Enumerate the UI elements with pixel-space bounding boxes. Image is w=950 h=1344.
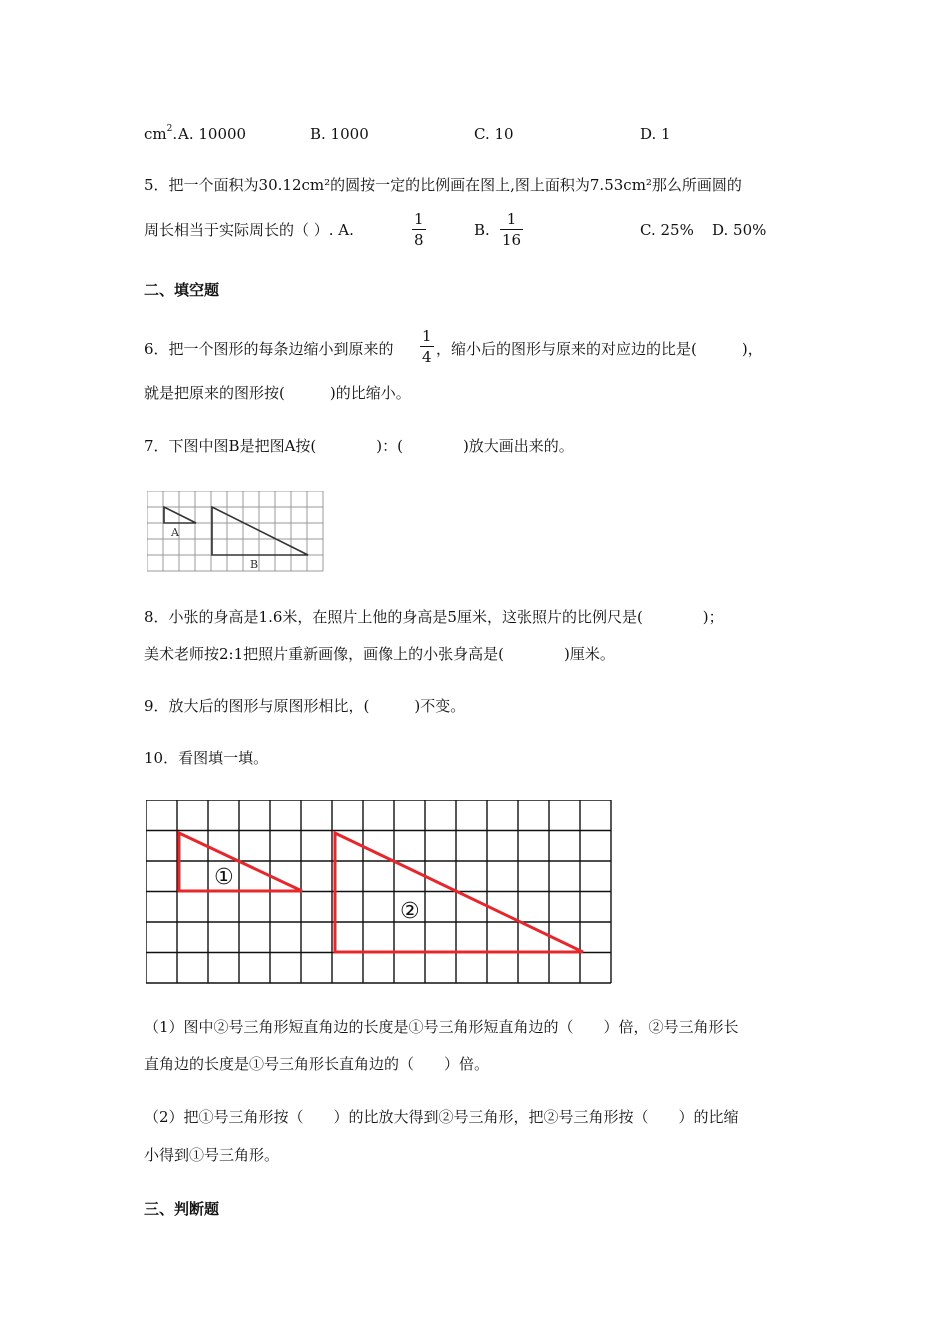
q4-line xyxy=(144,124,178,143)
q5-option-b-label: B. xyxy=(474,221,490,239)
q7-triangle-a xyxy=(164,507,196,523)
q6-line1-end: ，缩小后的图形与原来的对应边的比是( )， xyxy=(436,340,763,358)
q7-label-a: A xyxy=(171,526,179,539)
q7-label-b: B xyxy=(250,558,259,571)
q6-fraction xyxy=(420,329,434,365)
q4-option-a: A. 10000 xyxy=(178,125,247,143)
q4-period: . xyxy=(172,125,178,143)
q10-part1-line2: 直角边的长度是①号三角形长直角边的（ ）倍。 xyxy=(144,1055,490,1073)
section-heading-judgement: 三、判断题 xyxy=(144,1200,220,1218)
q8-line2: 美术老师按2:1把照片重新画像，画像上的小张身高是( )厘米。 xyxy=(144,645,615,663)
q4-option-c: C. 10 xyxy=(474,125,514,143)
q4-option-d: D. 1 xyxy=(640,125,671,143)
q5-option-d: D. 50% xyxy=(712,221,767,239)
q9-text: 9．放大后的图形与原图形相比，( )不变。 xyxy=(144,697,466,715)
q5-line1: 5．把一个面积为30.12cm²的圆按一定的比例画在图上,图上面积为7.53cm²那么所画圆的 xyxy=(144,176,742,194)
q4-unit: cm xyxy=(144,125,167,143)
q10-part2-line2: 小得到①号三角形。 xyxy=(144,1146,280,1164)
q5-fraction-b-num: 1 xyxy=(506,210,517,228)
q10-title: 10．看图填一填。 xyxy=(144,749,269,767)
q6-line1-start: 6．把一个图形的每条边缩小到原来的 xyxy=(144,340,394,358)
q10-grid-figure xyxy=(146,800,619,984)
q5-line2: 周长相当于实际周长的（ ）. A. xyxy=(144,221,354,239)
q5-fraction-b xyxy=(500,212,523,248)
q10-part2-line1: （2）把①号三角形按（ ）的比放大得到②号三角形，把②号三角形按（ ）的比缩 xyxy=(144,1108,739,1126)
q10-label-2: ② xyxy=(400,899,420,924)
q6-fraction-den: 4 xyxy=(422,348,432,366)
q10-label-1: ① xyxy=(214,865,234,890)
q6-line2: 就是把原来的图形按( )的比缩小。 xyxy=(144,384,411,402)
q5-fraction-a-num: 1 xyxy=(414,210,424,228)
q7-triangle-b xyxy=(212,507,308,555)
q5-fraction-a xyxy=(412,212,426,248)
q7-grid-figure xyxy=(147,491,326,573)
q10-triangle-2 xyxy=(335,833,583,952)
q8-line1: 8．小张的身高是1.6米，在照片上他的身高是5厘米，这张照片的比例尺是( )； xyxy=(144,608,724,626)
section-heading-fill-in: 二、填空题 xyxy=(144,281,220,299)
q5-option-c: C. 25% xyxy=(640,221,694,239)
q5-fraction-b-den: 16 xyxy=(502,231,522,249)
q5-fraction-a-den: 8 xyxy=(414,231,424,249)
q4-option-b: B. 1000 xyxy=(310,125,369,143)
q10-part1-line1: （1）图中②号三角形短直角边的长度是①号三角形短直角边的（ ）倍，②号三角形长 xyxy=(144,1018,739,1036)
q10-triangle-1 xyxy=(179,833,302,891)
q6-fraction-num: 1 xyxy=(422,327,432,345)
q4-unit-sup: 2 xyxy=(166,124,173,134)
q7-text: 7．下图中图B是把图A按( )：( )放大画出来的。 xyxy=(144,437,574,455)
